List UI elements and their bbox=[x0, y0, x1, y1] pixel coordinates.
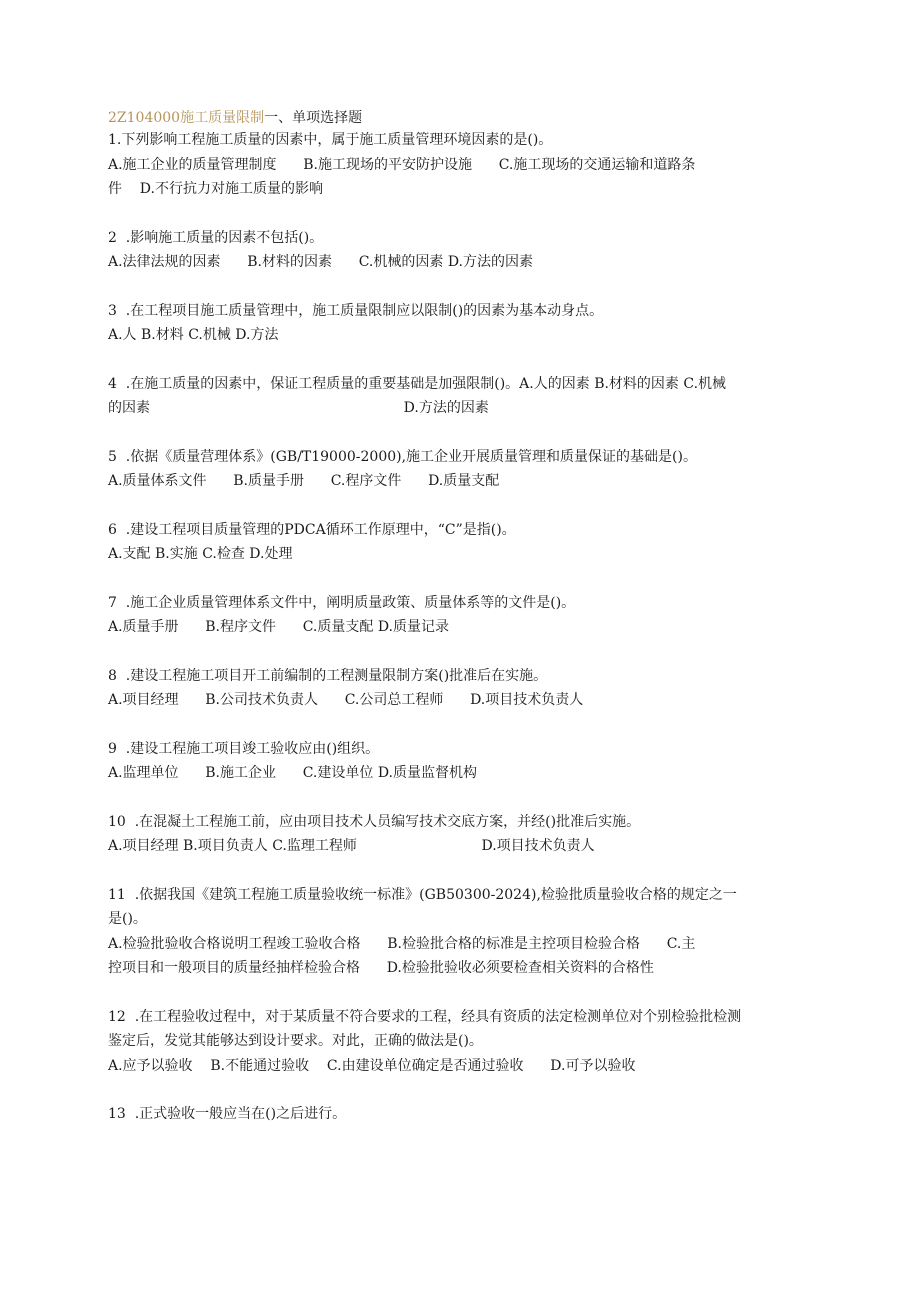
section-title: 一、单项选择题 bbox=[264, 110, 363, 126]
question-options: A.监理单位 B.施工企业 C.建设单位 D.质量监督机构 bbox=[108, 765, 477, 781]
question-stem: 1.下列影响工程施工质量的因素中，属于施工质量管理环境因素的是()。 bbox=[108, 132, 553, 148]
question-stem: 7 .施工企业质量管理体系文件中，阐明质量政策、质量体系等的文件是()。 bbox=[108, 594, 576, 611]
question-stem: 2 .影响施工质量的因素不包括()。 bbox=[108, 229, 324, 246]
question-stem: 4 .在施工质量的因素中，保证工程质量的重要基础是加强限制()。A.人的因素 B.材料的因素 C.机械 bbox=[108, 375, 727, 392]
question-options: 的因素 D.方法的因素 bbox=[108, 400, 489, 416]
question-1 bbox=[108, 128, 818, 202]
question-options: A.项目经理 B.公司技术负责人 C.公司总工程师 D.项目技术负责人 bbox=[108, 692, 584, 708]
question-options: 件 D.不行抗力对施工质量的影响 bbox=[108, 181, 323, 197]
question-stem: 鉴定后，发觉其能够达到设计要求。对此，正确的做法是()。 bbox=[108, 1033, 483, 1049]
question-13 bbox=[108, 1102, 818, 1127]
question-5 bbox=[108, 445, 818, 494]
question-options: A.支配 B.实施 C.检查 D.处理 bbox=[108, 546, 293, 562]
question-options: A.人 B.材料 C.机械 D.方法 bbox=[108, 327, 279, 343]
question-8 bbox=[108, 664, 818, 713]
question-options: A.项目经理 B.项目负责人 C.监理工程师 D.项目技术负责人 bbox=[108, 838, 595, 854]
question-stem: 是()。 bbox=[108, 911, 147, 927]
question-stem: 11 .依据我国《建筑工程施工质量验收统一标准》(GB50300-2024),检验批质量验收合格的规定之一 bbox=[108, 886, 737, 903]
question-options: A.法律法规的因素 B.材料的因素 C.机械的因素 D.方法的因素 bbox=[108, 254, 533, 270]
section-code: 2Z104000施工质量限制 bbox=[108, 110, 265, 126]
question-stem: 5 .依据《质量营理体系》(GB/T19000-2000),施工企业开展质量管理和质量保证的基础是()。 bbox=[108, 448, 697, 465]
question-11 bbox=[108, 883, 818, 981]
question-options: A.施工企业的质量管理制度 B.施工现场的平安防护设施 C.施工现场的交通运输和道路条 bbox=[108, 156, 696, 173]
question-2 bbox=[108, 226, 818, 275]
document-page bbox=[108, 108, 818, 1127]
question-6 bbox=[108, 518, 818, 567]
question-options: A.质量手册 B.程序文件 C.质量支配 D.质量记录 bbox=[108, 619, 449, 635]
question-7 bbox=[108, 591, 818, 640]
question-stem: 12 .在工程验收过程中，对于某质量不符合要求的工程，经具有资质的法定检测单位对个别检验批检测 bbox=[108, 1008, 742, 1025]
question-4 bbox=[108, 372, 818, 421]
question-options: A.质量体系文件 B.质量手册 C.程序文件 D.质量支配 bbox=[108, 473, 500, 489]
question-stem: 3 .在工程项目施工质量管理中，施工质量限制应以限制()的因素为基本动身点。 bbox=[108, 302, 604, 319]
question-9 bbox=[108, 737, 818, 786]
question-options: A.检验批验收合格说明工程竣工验收合格 B.检验批合格的标准是主控项目检验合格 C.主 bbox=[108, 935, 696, 952]
question-stem: 9 .建设工程施工项目竣工验收应由()组织。 bbox=[108, 740, 380, 757]
question-3 bbox=[108, 299, 818, 348]
question-stem: 6 .建设工程项目质量管理的PDCA循环工作原理中，“C”是指()。 bbox=[108, 521, 516, 538]
question-stem: 10 .在混凝土工程施工前，应由项目技术人员编写技术交底方案，并经()批准后实施。 bbox=[108, 813, 641, 830]
section-heading bbox=[108, 108, 818, 128]
question-stem: 8 .建设工程施工项目开工前编制的工程测量限制方案()批准后在实施。 bbox=[108, 667, 548, 684]
question-10 bbox=[108, 810, 818, 859]
question-stem: 13 .正式验收一般应当在()之后进行。 bbox=[108, 1106, 347, 1122]
question-12 bbox=[108, 1005, 818, 1079]
question-options: A.应予以验收 B.不能通过验收 C.由建设单位确定是否通过验收 D.可予以验收 bbox=[108, 1057, 636, 1074]
question-options: 控项目和一般项目的质量经抽样检验合格 D.检验批验收必须要检查相关资料的合格性 bbox=[108, 960, 654, 976]
